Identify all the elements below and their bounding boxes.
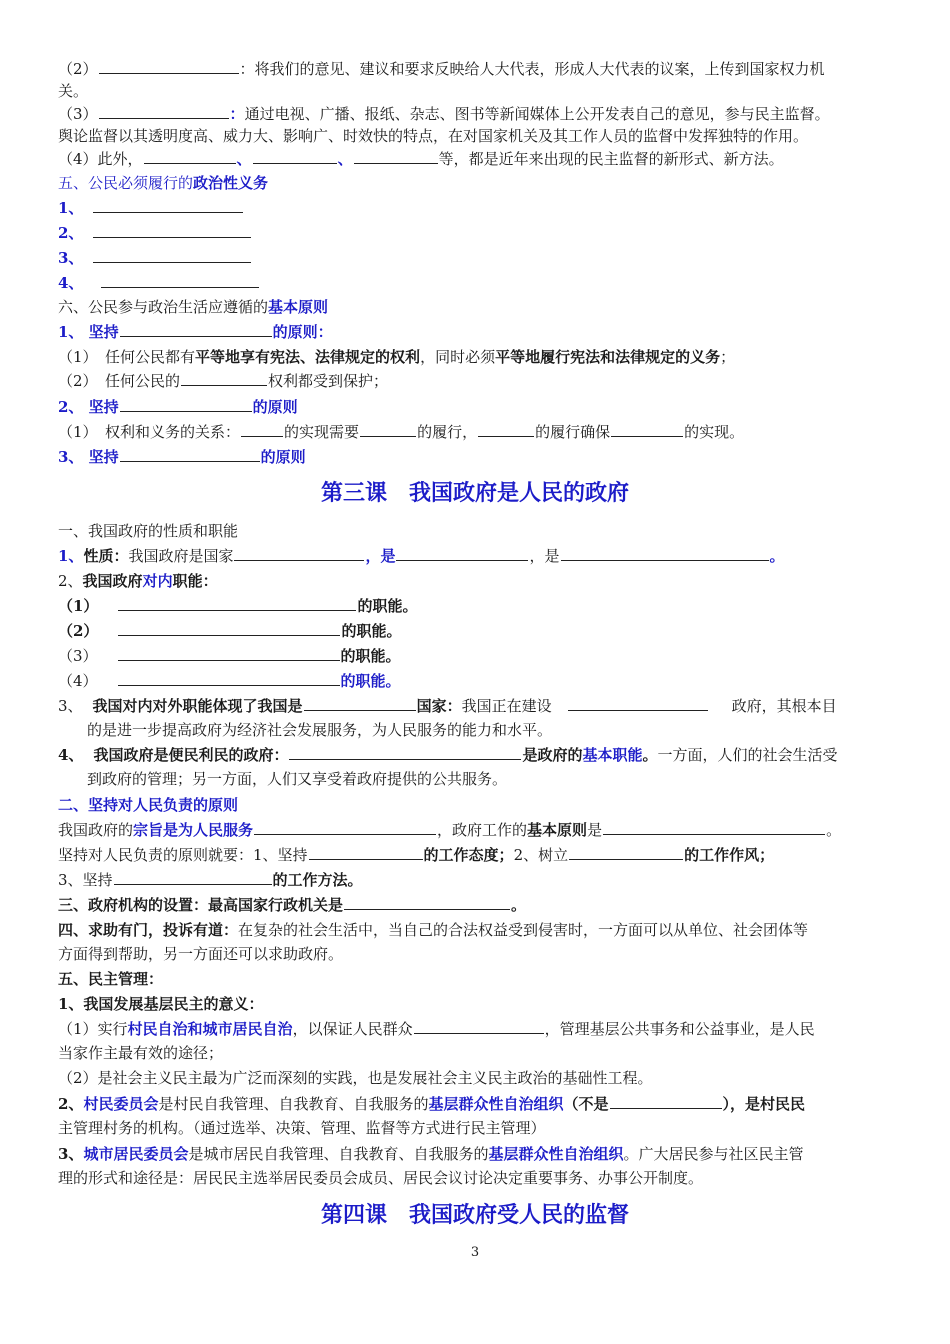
blank[interactable]	[99, 58, 239, 74]
blank[interactable]	[253, 148, 337, 164]
responsibility-requirements: 坚持对人民负责的原则就要：1、坚持 的工作态度；2、树立 的工作作风；	[58, 846, 775, 864]
blank[interactable]	[478, 421, 534, 437]
residents-committee: 3、城市居民委员会是城市居民自我管理、自我教育、自我服务的基层群众性自治组织。广大居民参与社区民主管	[58, 1145, 804, 1163]
line-supervision-2-cont: 关。	[58, 82, 89, 100]
page-number: 3	[470, 1245, 480, 1260]
principle-2: 2、 坚持 的原则	[58, 398, 298, 416]
gov-organization: 三、政府机构的设置：最高国家行政机关是 。	[58, 896, 527, 914]
blank[interactable]	[344, 894, 510, 910]
obligation-item-4: 4、	[58, 272, 894, 294]
line-supervision-2: （2） ：将我们的意见、建议和要求反映给人大代表，形成人大代表的议案，上传到国家权力机	[58, 60, 825, 78]
blank[interactable]	[568, 695, 708, 711]
principle-1-item-1: （1） 任何公民都有平等地享有宪法、法律规定的权利，同时必须平等地履行宪法和法律规定的义务；	[58, 348, 736, 366]
principle-2-item-1: （1） 权利和义务的关系： 的实现需要 的履行， 的履行确保 的实现。	[58, 423, 745, 441]
blank[interactable]	[120, 446, 260, 462]
blank[interactable]	[354, 148, 438, 164]
blank[interactable]	[118, 595, 356, 611]
blank[interactable]	[234, 545, 364, 561]
significance-1-cont: 当家作主最有效的途径；	[58, 1044, 224, 1062]
section-responsibility: 二、坚持对人民负责的原则	[58, 796, 239, 814]
obligation-item-2: 2、	[58, 222, 894, 244]
line-opinion-supervision: 舆论监督以其透明度高、威力大、影响广、时效快的特点，在对国家机关及其工作人员的监督中发挥独特的作用。	[58, 127, 809, 145]
residents-committee-cont: 理的形式和途径是：居民民主选举居民委员会成员、居民会议讨论决定重要事务、办事公开制度。	[58, 1169, 704, 1187]
section-political-obligations: 五、公民必须履行的政治性义务	[58, 174, 269, 192]
blank[interactable]	[118, 670, 340, 686]
function-2: （2） 的职能。	[58, 622, 402, 640]
principle-1: 1、 坚持 的原则：	[58, 323, 333, 341]
grassroots-significance: 1、我国发展基层民主的意义：	[58, 995, 264, 1013]
blank[interactable]	[101, 272, 259, 288]
blank[interactable]	[93, 247, 251, 263]
functions-reflect-cont: 的是进一步提高政府为经济社会发展服务，为人民服务的能力和水平。	[87, 721, 553, 739]
blank[interactable]	[118, 620, 340, 636]
section-basic-principles: 六、公民参与政治生活应遵循的基本原则	[58, 298, 329, 316]
gov-nature: 1、性质：我国政府是国家 ，是 ，是 。	[58, 547, 785, 565]
blank[interactable]	[144, 148, 236, 164]
seek-help: 四、求助有门，投诉有道：在复杂的社会生活中，当自己的合法权益受到侵害时，一方面可以从单位、社会团体等	[58, 921, 809, 939]
blank[interactable]	[304, 695, 416, 711]
villagers-committee-cont: 主管理村务的机构。（通过选举、决策、管理、监督等方式进行民主管理）	[58, 1119, 546, 1137]
significance-2: （2）是社会主义民主最为广泛而深刻的实践，也是发展社会主义民主政治的基础性工程。	[58, 1069, 653, 1087]
blank[interactable]	[569, 844, 683, 860]
seek-help-cont: 方面得到帮助，另一方面还可以求助政府。	[58, 945, 344, 963]
blank[interactable]	[610, 1093, 722, 1109]
work-method: 3、坚持 的工作方法。	[58, 871, 363, 889]
section-nature-functions: 一、我国政府的性质和职能	[58, 522, 239, 540]
functions-reflect: 3、 我国对内对外职能体现了我国是 国家：我国正在建设 政府，其根本目	[58, 697, 837, 715]
convenient-government: 4、 我国政府是便民利民的政府： 是政府的基本职能。一方面，人们的社会生活受	[58, 746, 838, 764]
lesson-3-heading: 第三课 我国政府是人民的政府	[320, 480, 629, 506]
function-4: （4） 的职能。	[58, 672, 401, 690]
function-1: （1） 的职能。	[58, 597, 418, 615]
blank[interactable]	[241, 421, 283, 437]
blank[interactable]	[360, 421, 416, 437]
blank[interactable]	[396, 545, 528, 561]
blank[interactable]	[561, 545, 769, 561]
blank[interactable]	[120, 396, 252, 412]
blank[interactable]	[254, 819, 436, 835]
section-democratic-management: 五、民主管理：	[58, 970, 164, 988]
blank[interactable]	[181, 370, 267, 386]
lesson-4-heading: 第四课 我国政府受人民的监督	[320, 1202, 629, 1228]
function-3: （3） 的职能。	[58, 647, 401, 665]
obligation-item-1: 1、	[58, 197, 894, 219]
principle-1-item-2: （2） 任何公民的 权利都受到保护；	[58, 372, 389, 390]
convenient-government-cont: 到政府的管理；另一方面，人们又享受着政府提供的公共服务。	[87, 770, 508, 788]
villagers-committee: 2、村民委员会是村民自我管理、自我教育、自我服务的基层群众性自治组织（不是 ），是村民民	[58, 1095, 806, 1113]
blank[interactable]	[309, 844, 423, 860]
blank[interactable]	[120, 321, 272, 337]
gov-internal-functions: 2、我国政府对内职能：	[58, 572, 218, 590]
blank[interactable]	[118, 645, 340, 661]
principle-3: 3、 坚持 的原则	[58, 448, 306, 466]
obligation-item-3: 3、	[58, 247, 894, 269]
blank[interactable]	[114, 869, 272, 885]
blank[interactable]	[414, 1018, 544, 1034]
blank[interactable]	[289, 744, 521, 760]
gov-purpose: 我国政府的宗旨是为人民服务 ，政府工作的基本原则是 。	[58, 821, 842, 839]
line-supervision-4: （4）此外， 、 、 等，都是近年来出现的民主监督的新形式、新方法。	[58, 150, 784, 168]
blank[interactable]	[603, 819, 825, 835]
blank[interactable]	[99, 103, 229, 119]
blank[interactable]	[611, 421, 683, 437]
blank[interactable]	[93, 222, 251, 238]
line-supervision-3: （3） ：通过电视、广播、报纸、杂志、图书等新闻媒体上公开发表自己的意见，参与民主监督。	[58, 105, 830, 123]
significance-1: （1）实行村民自治和城市居民自治，以保证人民群众 ，管理基层公共事务和公益事业，是人民	[58, 1020, 815, 1038]
blank[interactable]	[93, 197, 243, 213]
